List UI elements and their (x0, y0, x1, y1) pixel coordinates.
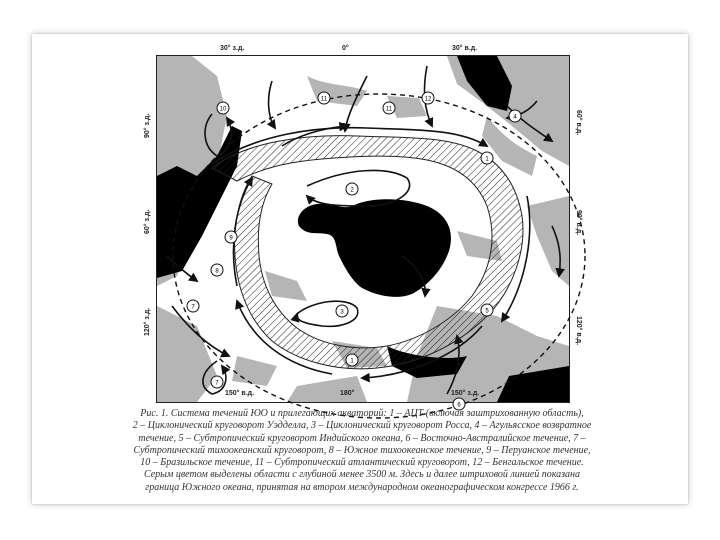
caption-line: 10 – Бразильское течение, 11 – Субтропический атлантический круговорот, 12 – Бенгальское течение. (140, 457, 584, 469)
marker-label: 4 (513, 114, 517, 121)
marker-label: 11 (385, 106, 393, 113)
coord-label-right: 90° в.д. (575, 210, 582, 236)
coord-label-top: 0° (342, 45, 349, 52)
marker-label: 7 (191, 304, 195, 311)
marker-label: 9 (229, 235, 233, 242)
marker-label: 5 (485, 308, 489, 315)
marker-label: 8 (215, 268, 219, 275)
marker-label: 2 (350, 187, 354, 194)
marker-label: 1 (350, 358, 354, 365)
coord-label-left: 120° з.д. (144, 307, 151, 336)
marker-label: 12 (424, 96, 432, 103)
marker-label: 3 (340, 309, 344, 316)
marker-label: 10 (219, 106, 227, 113)
southern-ocean-map (156, 55, 570, 409)
caption-line: Рис. 1. Система течений ЮО и прилегающих акваторий: 1 – АЦТ (включая заштрихованную область), (140, 408, 584, 419)
caption-line: Субтропический тихоокеанский круговорот, 8 – Южное тихоокеанское течение, 9 – Перуанское течение, (133, 444, 591, 456)
coord-label-top: 30° в.д. (452, 45, 478, 52)
caption-line: граница Южного океана, принятая на втором международном океанографическом конгрессе 1966 г. (145, 481, 579, 493)
map-svg (157, 56, 569, 409)
coord-label-bottom: 180° (340, 390, 355, 397)
marker-label: 1 (485, 156, 489, 163)
caption-line: течение, 5 – Субтропический круговорот Индийского океана, 6 – Восточно-Австралийское течение, 7 – (138, 432, 586, 444)
coord-label-bottom: 150° в.д. (225, 390, 255, 397)
coord-label-left: 60° з.д. (144, 209, 151, 234)
coord-label-top: 30° з.д. (220, 45, 245, 52)
coord-label-bottom: 150° з.д. (451, 390, 480, 397)
figure-caption (66, 408, 658, 494)
marker-label: 11 (320, 96, 328, 103)
marker-label: 6 (457, 402, 461, 409)
caption-line: 2 – Циклонический круговорот Уэдделла, 3 – Циклонический круговорот Росса, 4 – Агульясское возвратное (132, 420, 592, 432)
slide (32, 34, 688, 504)
coord-label-left: 90° з.д. (144, 113, 151, 138)
coord-label-right: 120° в.д. (575, 316, 582, 346)
marker-label: 7 (215, 380, 219, 387)
caption-line: Серым цветом выделены области с глубиной менее 3500 м. Здесь и далее штриховой линией показана (144, 469, 580, 481)
coord-label-right: 60° в.д. (575, 110, 582, 136)
